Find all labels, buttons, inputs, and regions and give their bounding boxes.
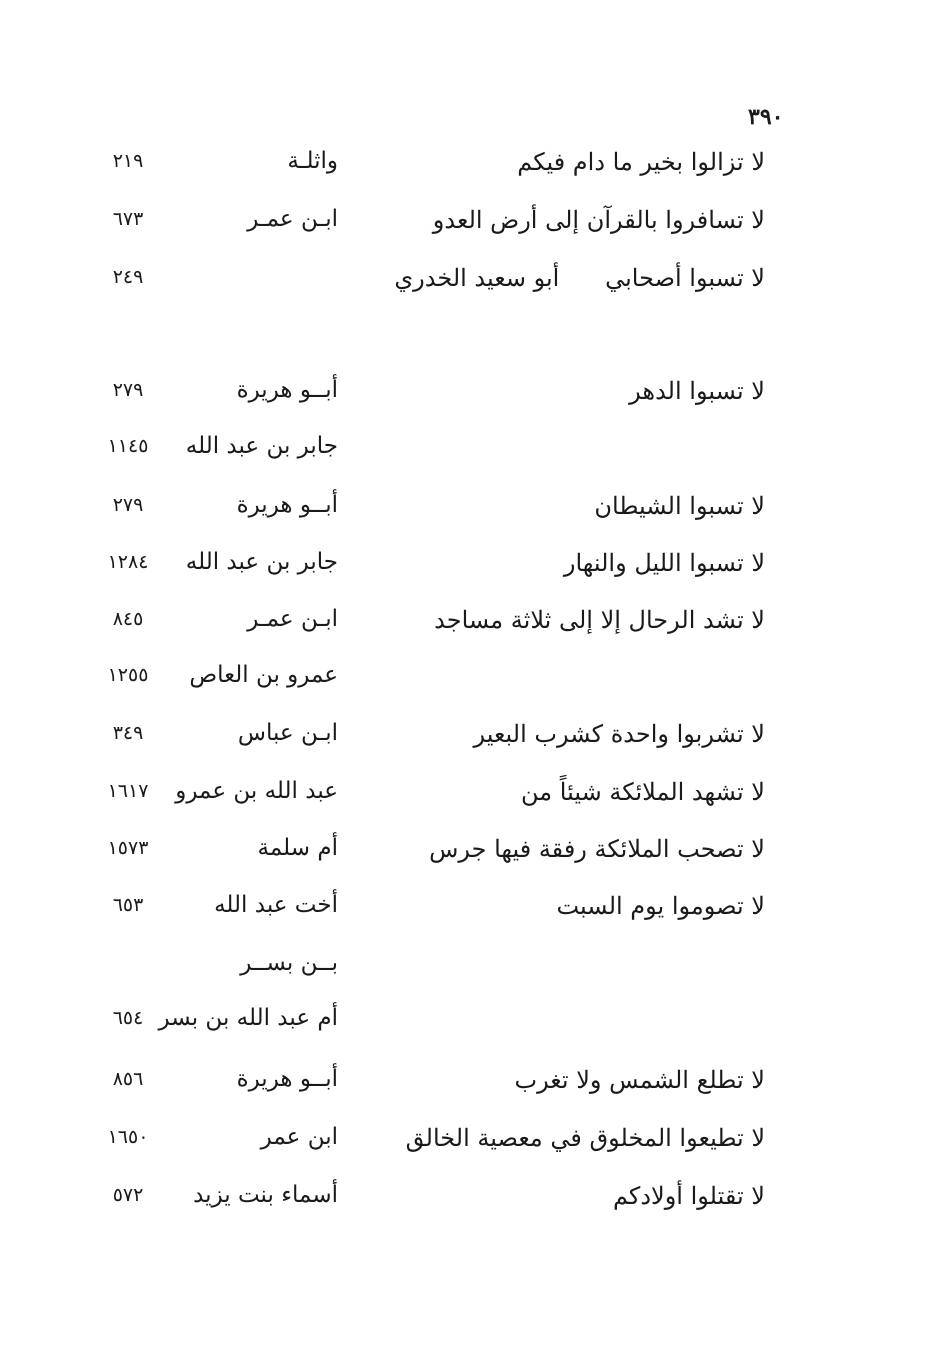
hadith-number: ٦٧٣ xyxy=(112,208,144,230)
list-item xyxy=(0,892,933,932)
list-item xyxy=(0,377,933,417)
list-item xyxy=(0,492,933,532)
hadith-number: ٣٤٩ xyxy=(112,722,144,744)
hadith-number: ١٦٥٠ xyxy=(107,1126,149,1148)
narrator-name: ابن عمر xyxy=(260,1124,338,1150)
hadith-text: لا تزالوا بخير ما دام فيكم xyxy=(517,148,765,176)
hadith-number: ١٢٥٥ xyxy=(107,664,149,686)
narrator-name: عبد الله بن عمرو xyxy=(175,778,338,804)
narrator-name: أبــو هريرة xyxy=(236,492,338,518)
hadith-number: ١٥٧٣ xyxy=(107,837,149,859)
page-number: ٣٩٠ xyxy=(748,104,784,130)
list-item xyxy=(0,1124,933,1164)
narrator-name: أسماء بنت يزيد xyxy=(193,1182,338,1208)
list-item xyxy=(0,662,933,702)
list-item xyxy=(0,778,933,818)
list-item xyxy=(0,606,933,646)
hadith-number: ٢٤٩ xyxy=(112,266,144,288)
hadith-text: لا تسبوا الدهر xyxy=(629,377,765,405)
hadith-number: ٨٤٥ xyxy=(112,608,144,630)
narrator-name: أم سلمة xyxy=(257,835,338,861)
hadith-number: ١٢٨٤ xyxy=(107,551,149,573)
list-item xyxy=(0,950,933,990)
hadith-number: ٨٥٦ xyxy=(112,1068,144,1090)
narrator-name: ابـن عمـر xyxy=(247,606,338,632)
list-item xyxy=(0,264,933,304)
hadith-text: لا تسبوا أصحابي أبو سعيد الخدري xyxy=(394,264,765,292)
hadith-number: ٢٧٩ xyxy=(112,494,144,516)
hadith-number: ٥٧٢ xyxy=(112,1184,144,1206)
narrator-name: واثلـة xyxy=(287,148,338,174)
list-item xyxy=(0,835,933,875)
hadith-text: لا تسبوا الليل والنهار xyxy=(563,549,765,577)
hadith-number: ٦٥٤ xyxy=(112,1007,144,1029)
narrator-name: أبــو هريرة xyxy=(236,1066,338,1092)
list-item xyxy=(0,1066,933,1106)
narrator-name: أبــو هريرة xyxy=(236,377,338,403)
list-item xyxy=(0,720,933,760)
list-item xyxy=(0,433,933,473)
narrator-name: بــن بســر xyxy=(240,950,338,976)
hadith-number: ٢٧٩ xyxy=(112,379,144,401)
narrator-name: أم عبد الله بن بسر xyxy=(158,1005,338,1031)
hadith-text: لا تشد الرحال إلا إلى ثلاثة مساجد xyxy=(434,606,765,634)
hadith-text: لا تسافروا بالقرآن إلى أرض العدو xyxy=(432,206,765,234)
list-item xyxy=(0,1005,933,1045)
list-item xyxy=(0,549,933,589)
hadith-text: لا تشربوا واحدة كشرب البعير xyxy=(473,720,765,748)
narrator-name: أخت عبد الله xyxy=(214,892,338,918)
list-item xyxy=(0,1182,933,1222)
narrator-name: عمرو بن العاص xyxy=(189,662,338,688)
list-item xyxy=(0,206,933,246)
hadith-number: ٦٥٣ xyxy=(112,894,144,916)
hadith-number: ٢١٩ xyxy=(112,150,144,172)
hadith-number: ١٦١٧ xyxy=(107,780,149,802)
list-item xyxy=(0,148,933,188)
narrator-name: ابـن عباس xyxy=(237,720,338,746)
hadith-text: لا تطيعوا المخلوق في معصية الخالق xyxy=(405,1124,765,1152)
hadith-text: لا تشهد الملائكة شيئاً من xyxy=(521,778,765,806)
hadith-text: لا تصحب الملائكة رفقة فيها جرس xyxy=(429,835,765,863)
hadith-text: لا تطلع الشمس ولا تغرب xyxy=(514,1066,765,1094)
hadith-number: ١١٤٥ xyxy=(107,435,149,457)
narrator-name: جابر بن عبد الله xyxy=(185,433,338,459)
narrator-name: ابـن عمـر xyxy=(247,206,338,232)
hadith-text: لا تقتلوا أولادكم xyxy=(612,1182,765,1210)
hadith-text: لا تصوموا يوم السبت xyxy=(556,892,765,920)
narrator-name: جابر بن عبد الله xyxy=(185,549,338,575)
hadith-text: لا تسبوا الشيطان xyxy=(594,492,765,520)
